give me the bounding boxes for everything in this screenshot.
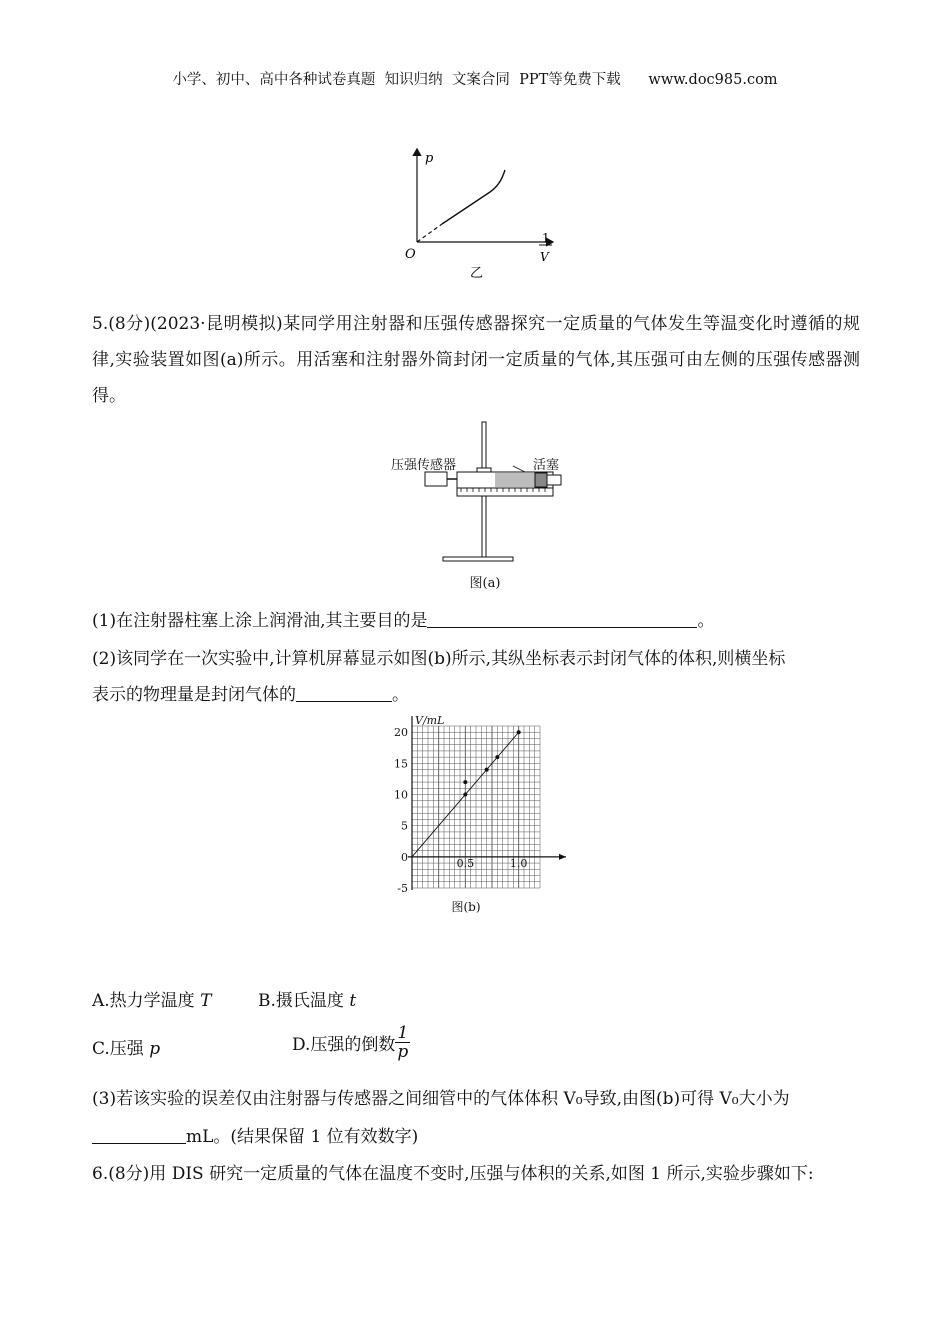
x-tick-label: 0.5 bbox=[456, 856, 475, 870]
q5-sub1-text: (1)在注射器柱塞上涂上润滑油,其主要目的是 bbox=[92, 611, 428, 631]
q5-sub3-answer-blank[interactable] bbox=[92, 1125, 186, 1144]
apparatus-drawing bbox=[385, 420, 585, 570]
option-b[interactable] bbox=[258, 986, 356, 1011]
q5-sub3-line1: (3)若该实验的误差仅由注射器与传感器之间细管中的气体体积 V₀导致,由图(b)可得 V₀大小为 bbox=[92, 1089, 790, 1109]
yi-caption: 乙 bbox=[470, 266, 484, 281]
option-b-text: B.摄氏温度 bbox=[258, 991, 350, 1011]
option-d-num: 1 bbox=[397, 1023, 409, 1043]
yi-extrapolation-dash bbox=[417, 224, 442, 242]
option-c-text: C.压强 bbox=[92, 1039, 150, 1059]
x-axis-arrow bbox=[559, 854, 566, 860]
y-tick-label: 20 bbox=[394, 726, 408, 740]
q6-stem: 6.(8分)用 DIS 研究一定质量的气体在温度不变时,压强与体积的关系,如图 1 所示,实验步骤如下: bbox=[92, 1164, 814, 1184]
option-a-text: A.热力学温度 bbox=[92, 991, 201, 1011]
option-a[interactable] bbox=[92, 986, 211, 1011]
figure-yi bbox=[395, 144, 570, 284]
data-point bbox=[485, 768, 489, 772]
y-tick-label: 15 bbox=[394, 757, 408, 771]
option-a-var: T bbox=[200, 991, 212, 1011]
chart-marks bbox=[412, 730, 521, 857]
q5-sub2-answer-blank[interactable] bbox=[296, 683, 392, 702]
q5-sub2-line2 bbox=[92, 680, 409, 705]
q5-sub3-unit: mL。(结果保留 1 位有效数字) bbox=[186, 1127, 419, 1147]
yi-x-num: 1 bbox=[542, 231, 550, 245]
y-tick-label: 5 bbox=[401, 819, 408, 833]
label-piston: 活塞 bbox=[533, 458, 560, 473]
chart-axes bbox=[408, 716, 566, 890]
y-axis-label: V/mL bbox=[415, 714, 445, 727]
option-b-var: t bbox=[349, 991, 357, 1011]
data-point bbox=[495, 755, 499, 759]
figure-b-chart bbox=[388, 712, 578, 918]
yi-y-label: p bbox=[425, 151, 434, 166]
data-point bbox=[463, 780, 467, 784]
stand-base bbox=[443, 557, 513, 561]
option-d-fraction bbox=[395, 1024, 410, 1061]
piston bbox=[535, 473, 547, 487]
option-d-text: D.压强的倒数 bbox=[292, 1035, 396, 1055]
scale-ruler bbox=[457, 488, 553, 496]
option-d-den: p bbox=[397, 1042, 409, 1062]
figure-b-caption: 图(b) bbox=[451, 900, 481, 914]
q5-sub2-line1: (2)该同学在一次实验中,计算机屏幕显示如图(b)所示,其纵坐标表示封闭气体的体积,则横坐标 bbox=[92, 649, 786, 669]
sensor-box bbox=[425, 472, 447, 486]
q5-sub3-line2 bbox=[92, 1122, 418, 1147]
data-point bbox=[463, 793, 467, 797]
q5-sub2-text: 表示的物理量是封闭气体的 bbox=[92, 685, 296, 705]
y-tick-label: 10 bbox=[394, 788, 408, 802]
y-tick-label: -5 bbox=[397, 882, 408, 895]
option-c[interactable] bbox=[92, 1034, 160, 1059]
x-tick-label: 1.0 bbox=[509, 856, 528, 870]
y-tick-label: 0 bbox=[401, 850, 408, 864]
yi-curve bbox=[442, 170, 505, 224]
page-header: 小学、初中、高中各种试卷真题 知识归纳 文案合同 PPT等免费下载 www.doc985.com bbox=[172, 72, 778, 88]
q5-sub2-end: 。 bbox=[392, 685, 409, 705]
option-d[interactable] bbox=[292, 1024, 410, 1061]
chart-labels bbox=[394, 714, 527, 914]
yi-origin: O bbox=[405, 247, 416, 262]
data-point bbox=[517, 730, 521, 734]
figure-a bbox=[385, 420, 585, 592]
q5-sub1 bbox=[92, 606, 714, 631]
option-c-var: p bbox=[149, 1039, 161, 1059]
figure-a-caption: 图(a) bbox=[469, 576, 501, 591]
label-pressure-sensor: 压强传感器 bbox=[391, 458, 457, 473]
q5-sub1-end: 。 bbox=[697, 611, 715, 631]
yi-x-den: V bbox=[540, 250, 549, 264]
gas-column bbox=[495, 473, 535, 487]
q5-sub1-answer-blank[interactable] bbox=[427, 609, 697, 628]
q5-stem: 5.(8分)(2023·昆明模拟)某同学用注射器和压强传感器探究一定质量的气体发生等温变化时遵循的规律,实验装置如图(a)所示。用活塞和注射器外筒封闭一定质量的气体,其压强可由左侧的压强传感器测得。 bbox=[92, 314, 860, 406]
